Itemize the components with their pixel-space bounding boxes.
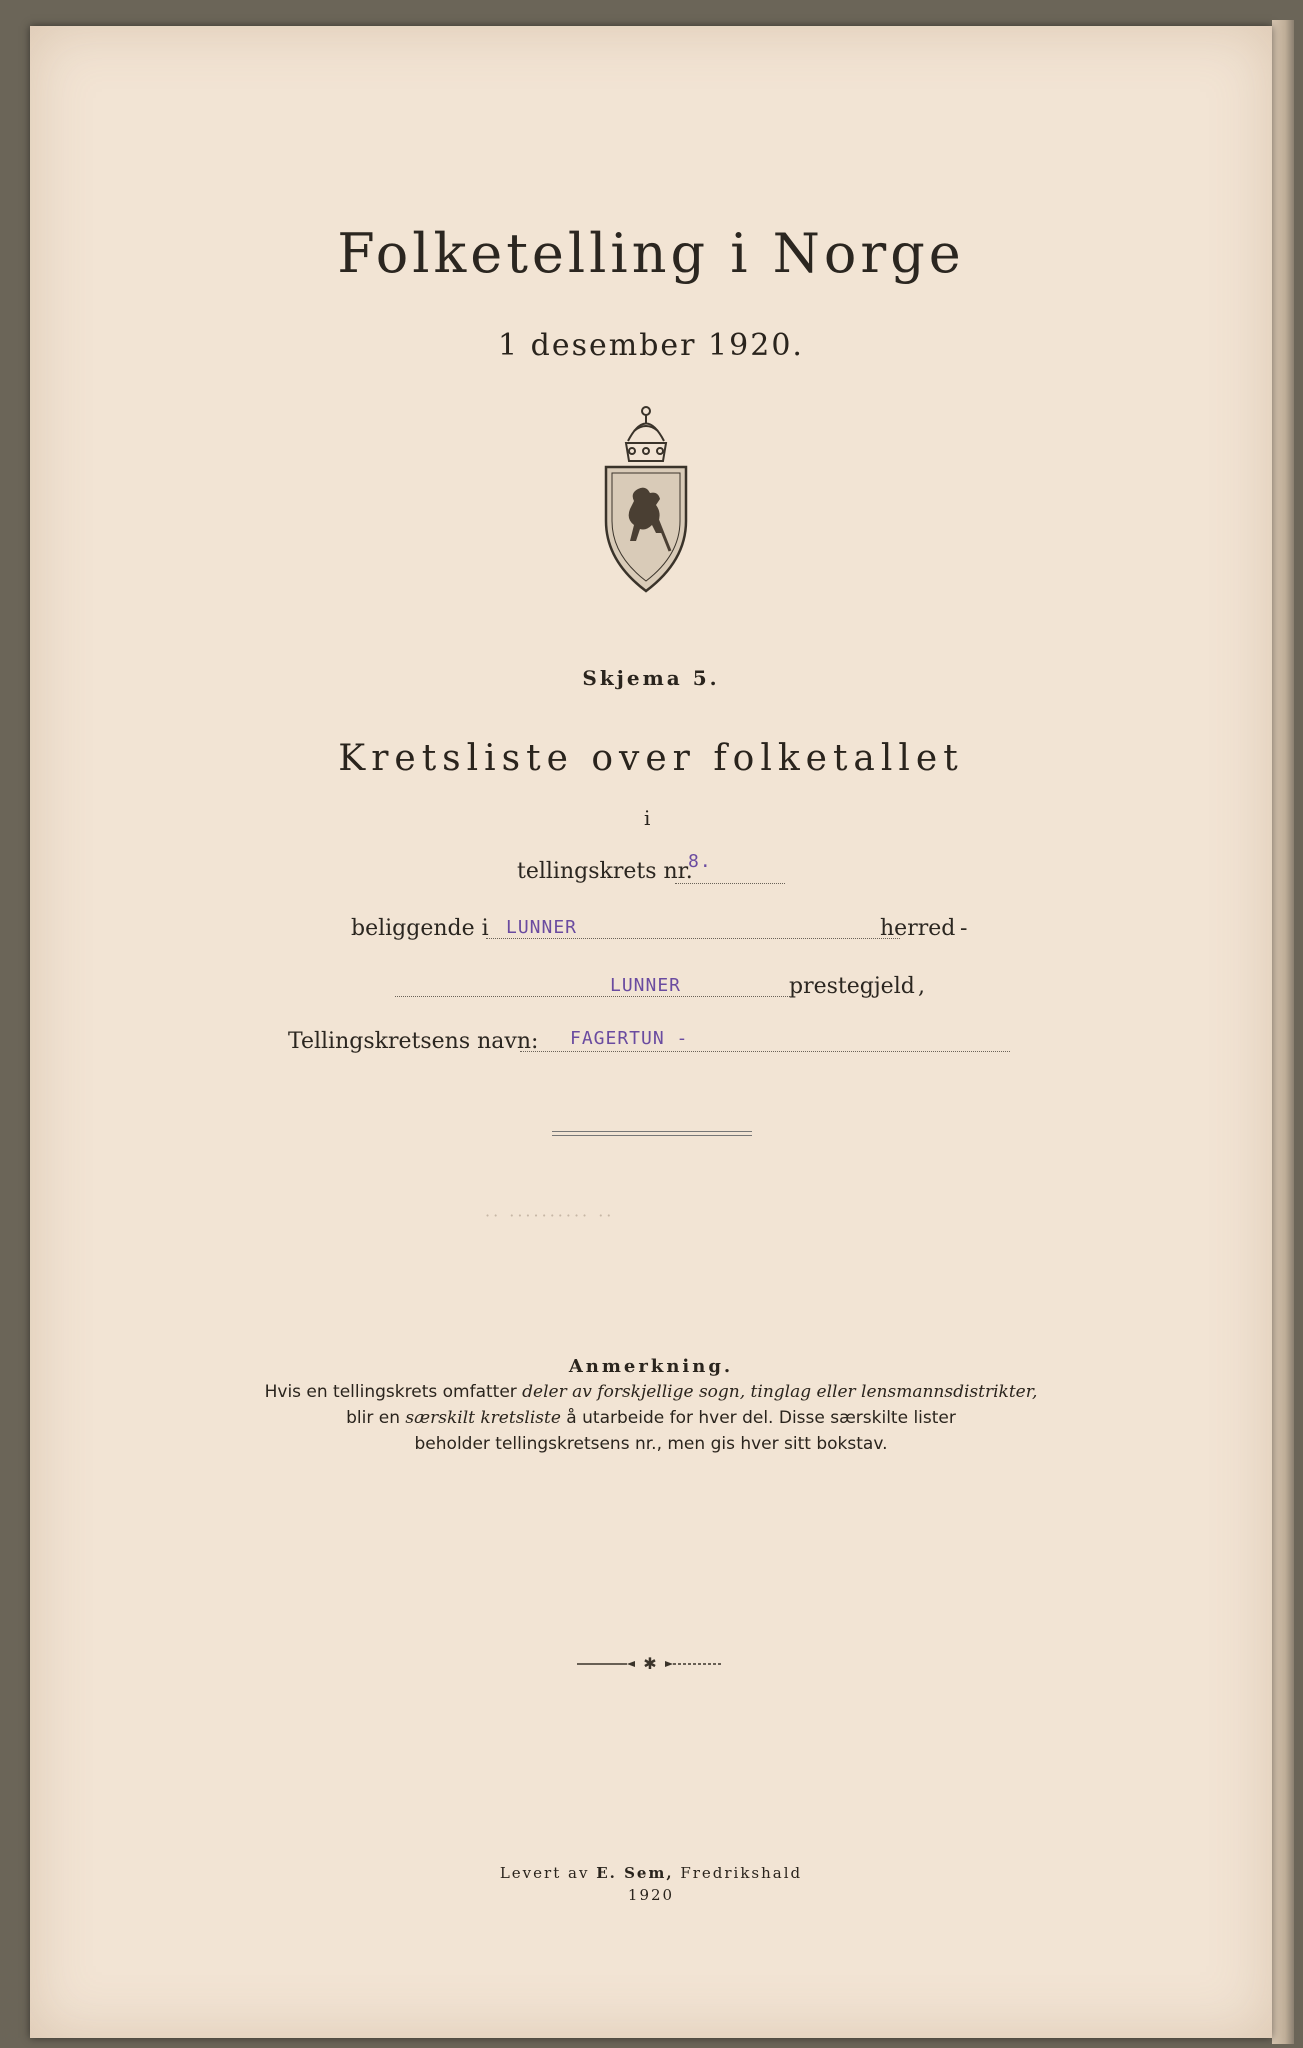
tellingskrets-value: 8. <box>688 851 712 872</box>
kretsnavn-label: Tellingskretsens navn: <box>288 1029 539 1054</box>
bleed-through-mark: ·· ·········· ·· <box>485 1206 615 1225</box>
norwegian-coat-of-arms-icon <box>596 401 696 601</box>
note-line-3: beholder tellingskretsens nr., men gis hver sitt bokstav. <box>414 1434 888 1454</box>
herred-value: LUNNER <box>506 917 578 938</box>
note-line-1-italic: deler av forskjellige sogn, tinglag eller lensmannsdistrikter, <box>522 1382 1038 1402</box>
page-edge <box>1272 20 1294 2044</box>
herred-label: herred <box>880 916 956 941</box>
tellingskrets-line <box>675 883 785 884</box>
printer-city: Fredrikshald <box>673 1864 803 1882</box>
note-line-1-text: Hvis en tellingskrets omfatter <box>264 1382 523 1402</box>
printer-text-a: Levert av <box>499 1864 597 1882</box>
census-date: 1 desember 1920. <box>498 328 804 363</box>
tellingskrets-label: tellingskrets nr. <box>517 859 693 884</box>
kretsnavn-line <box>520 1051 1010 1052</box>
note-line-2-text-b: å utarbeide for hver del. Disse særskilte lister <box>560 1408 956 1428</box>
divider-bottom <box>552 1135 752 1136</box>
census-form-page <box>30 26 1272 2038</box>
form-subtitle: Kretsliste over folketallet <box>338 738 964 779</box>
prestegjeld-line <box>395 996 790 997</box>
note-line-2 <box>30 1408 1272 1428</box>
page-title: Folketelling i Norge <box>337 222 965 285</box>
beliggende-label: beliggende i <box>351 916 489 941</box>
note-line-1 <box>30 1382 1272 1402</box>
herred-suffix: - <box>960 916 968 941</box>
schema-number: Skjema 5. <box>582 666 720 690</box>
connector-word: i <box>644 806 651 830</box>
note-heading: Anmerkning. <box>568 1356 734 1377</box>
printer-line <box>30 1864 1272 1882</box>
note-line-2-italic: særskilt kretsliste <box>405 1408 561 1428</box>
divider-top <box>552 1131 752 1132</box>
note-line-2-text-a: blir en <box>346 1408 406 1428</box>
ornament-divider-icon <box>575 1654 725 1674</box>
kretsnavn-value: FAGERTUN - <box>570 1028 689 1049</box>
prestegjeld-suffix: , <box>918 974 925 999</box>
prestegjeld-label: prestegjeld <box>789 974 915 999</box>
herred-line <box>486 938 900 939</box>
svg-text:✱: ✱ <box>643 1654 657 1673</box>
prestegjeld-value: LUNNER <box>610 975 682 996</box>
printer-name: E. Sem, <box>596 1864 674 1882</box>
printer-year: 1920 <box>627 1886 675 1904</box>
